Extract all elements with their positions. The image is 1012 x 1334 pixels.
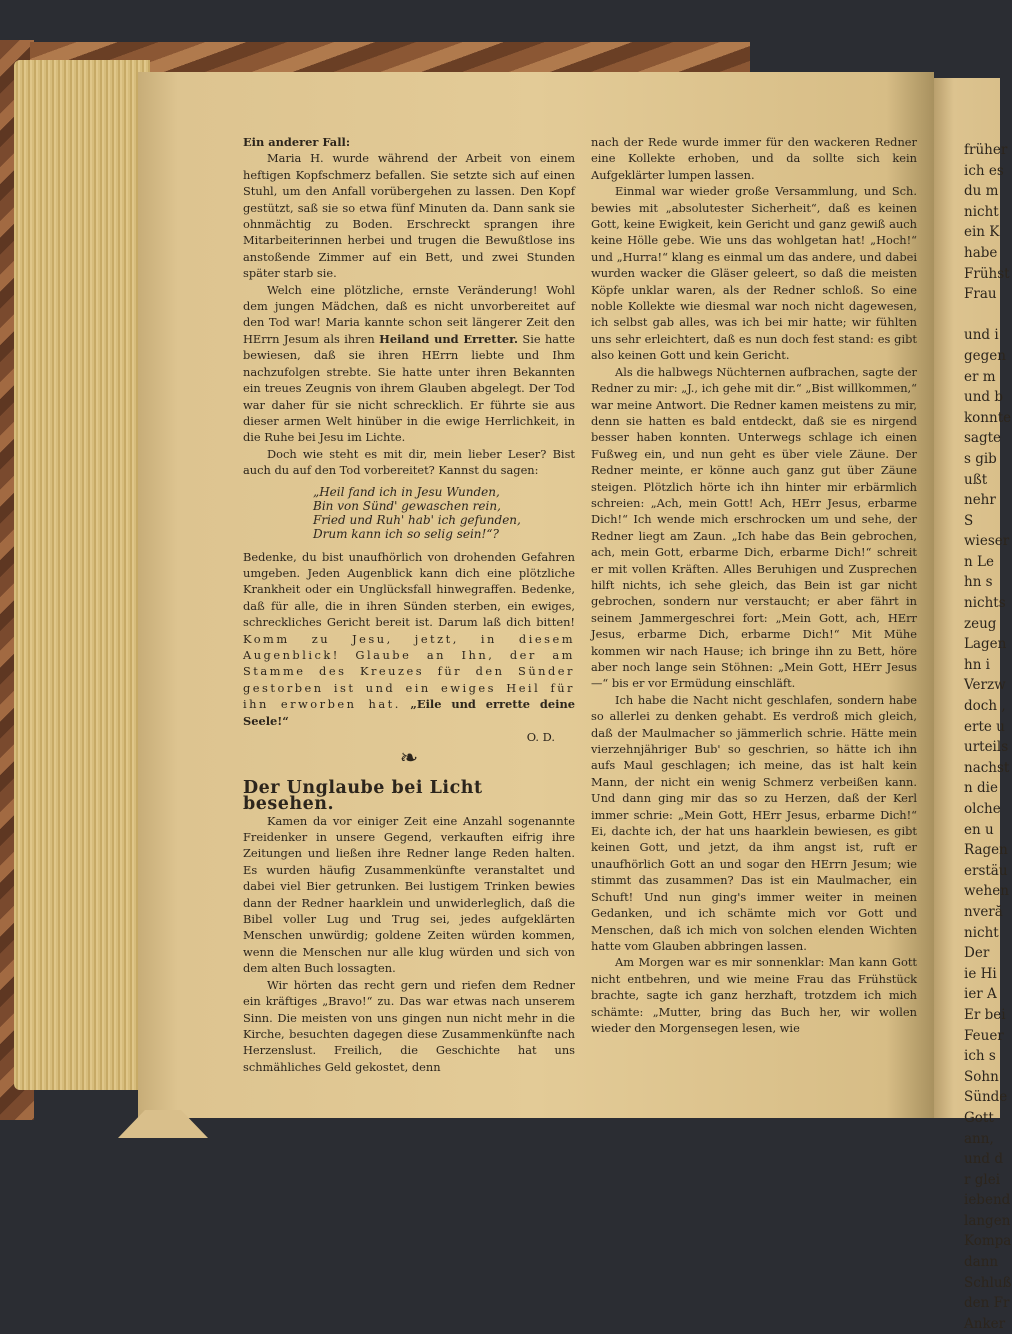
spaced-emphasis: Komm zu Jesu, jetzt, in diesem Augenblick! Glaube an Ihn, der am Stamme des Kreuzes für den Sünder gestorben ist und ein ewiges Heil für ihn erworben hat.	[243, 631, 575, 712]
verse-line: Bin von Sünd' gewaschen rein,	[313, 498, 501, 513]
facing-line: zeug	[964, 615, 997, 632]
paragraph: Maria H. wurde während der Arbeit von einem heftigen Kopfschmerz befallen. Sie setzte sich auf einen Stuhl, um den Anfall vorübergehen zu lassen. Den Kopf gestützt, saß sie so etwa fünf Minuten da. Dann sank sie ohnmächtig zu Boden. Erschreckt sprangen ihre Mitarbeiterinnen herbei und trugen die Bewußtlose ins anstoßende Zimmer auf ein Bett, und zwei Stunden später starb sie.	[243, 151, 575, 281]
text-run: Bedenke, du bist unaufhörlich von drohenden Gefahren umgeben. Jeden Augenblick kann dich eine plötzliche Krankheit oder ein Unglücksfall hinwegraffen. Bedenke, daß für alle, die in ihren Sünden sterben, ein ewiges, schreckliches Gericht bereit ist. Darum laß dich bitten!	[243, 549, 575, 630]
facing-line: doch ,	[964, 698, 1006, 715]
facing-line: ie Hi	[964, 965, 997, 982]
facing-line: Sohn	[964, 1068, 999, 1085]
paragraph: Wir hörten das recht gern und riefen dem Redner ein kräftiges „Bravo!“ zu. Das war etwas nach unserem Sinn. Die meisten von uns gingen nun nicht mehr in die Kirche, besuchten dagegen diese Zusammenkünfte nach Herzenslust. Freilich, die Geschichte hat uns schmähliches Geld gekostet, denn	[243, 977, 575, 1074]
facing-line: Lagen	[964, 636, 1007, 653]
facing-line: nicht	[964, 924, 999, 941]
facing-line: ier A	[964, 986, 997, 1003]
facing-line: und b	[964, 389, 1003, 406]
paragraph: nach der Rede wurde immer für den wackeren Redner eine Kollekte erhoben, und da sollte sich kein Aufgeklärter lumpen lassen.	[591, 135, 917, 182]
verse-line: „Heil fand ich in Jesu Wunden,	[313, 484, 500, 499]
facing-line: hn i	[964, 656, 990, 673]
facing-line: ann,	[964, 1130, 994, 1147]
facing-line: Der	[964, 945, 990, 962]
section-heading: Ein anderer Fall:	[243, 135, 351, 149]
facing-line: langen	[964, 1212, 1011, 1229]
facing-line	[964, 305, 1012, 326]
facing-line: Sünde	[964, 1089, 1008, 1106]
facing-line: du m	[964, 183, 999, 200]
paragraph	[243, 549, 575, 729]
text-run: Sie hatte bewiesen, daß sie ihren HErrn liebte und Ihm nachzufolgen strebte. Sie hatte unter ihren Bekannten ein treues Zeugnis von ihrem Glauben abgelegt. Der Tod war daher für sie nicht schrecklich. Er führte sie aus dieser armen Welt hinüber in die ewige Herrlichkeit, in die Ruhe bei Jesu im Lichte.	[243, 331, 575, 445]
facing-line: nveră	[964, 903, 1003, 920]
facing-line: n die	[964, 780, 998, 797]
facing-line: en u	[964, 821, 994, 838]
signature: O. D.	[526, 730, 555, 744]
text-run: Welch eine plötzliche, ernste Veränderung! Wohl dem jungen Mädchen, daß es nicht unvorbereitet auf den Tod war! Maria kannte schon seit längerer Zeit den HErrn Jesum als ihren	[243, 282, 575, 346]
facing-line: Kompa	[964, 1233, 1012, 1250]
paragraph: Einmal war wieder große Versammlung, und Sch. bewies mit „absolutester Sicherheit“, daß es keinen Gott, keine Ewigkeit, kein Gericht und ganz gewiß auch keine Hölle gebe. Wie uns das wohlgetan hat! „Hoch!“ und „Hurra!“ klang es einmal um das andere, und dabei wurden wacker die Gläser geleert, so daß die meisten Köpfe unklar waren, als der Redner schloß. So eine noble Kollekte wie diesmal war noch nicht dagewesen, ich selbst gab alles, was ich bei mir hatte; wir fühlten uns sehr erleichtert, daß es nun doch fest stand: es gibt also keinen Gott und kein Gericht.	[591, 184, 917, 363]
facing-line: Gott	[964, 1109, 994, 1126]
facing-line: nichts	[964, 595, 1006, 612]
verse-line: Drum kann ich so selig sein!“?	[313, 526, 499, 541]
paragraph: Doch wie steht es mit dir, mein lieber Leser? Bist auch du auf den Tod vorbereitet? Kannst du sagen:	[243, 446, 575, 478]
facing-line: früher	[964, 142, 1008, 158]
facing-line: Er bei	[964, 1006, 1006, 1023]
facing-line: S	[964, 512, 974, 529]
paragraph: Ich habe die Nacht nicht geschlafen, sondern habe so allerlei zu denken gehabt. Es verdroß mich gleich, daß der Maulmacher so jämmerlich schrie. Hätte mein vierzehnjähriger Bub' so geschrien, so hätte ich ihn aufs Maul geschlagen; ich meine, das ist halt kein Mann, der nicht ein wenig Schmerz verbeißen kann. Und dann ging mir das so zu Herzen, daß der Kerl immer schrie: „Mein Gott, HErr Jesus, erbarme Dich!“ Ei, dachte ich, der hat uns haarklein bewiesen, es gibt keinen Gott, und jetzt, da ihm angst ist, ruft er unaufhörlich Gott an und sogar den HErrn Jesum; wie stimmt das zusammen? Das ist ein Maulmacher, ein Schuft! Und nun ging's immer weiter in meinen Gedanken, und ich schämte mich vor Gott und Menschen, daß ich mich von solchen elenden Wichten hatte vom Glauben abbringen lassen.	[591, 692, 917, 953]
emphasis-text: Heiland und Erretter.	[379, 331, 518, 346]
facing-line: er m	[964, 368, 996, 385]
facing-line: den Fr	[964, 1295, 1010, 1312]
facing-line: konnte	[964, 409, 1012, 426]
verse-line: Fried und Ruh' hab' ich gefunden,	[313, 512, 521, 527]
facing-line: nehr	[964, 492, 996, 509]
facing-line: wehen	[964, 883, 1009, 900]
left-column	[243, 134, 575, 1075]
facing-line: s gib	[964, 450, 997, 467]
right-column	[591, 134, 917, 1036]
facing-line: dann	[964, 1254, 999, 1271]
facing-line: Anker	[964, 1315, 1006, 1332]
facing-line: n Le	[964, 553, 994, 570]
facing-line: erstäu	[964, 862, 1008, 879]
page-edges	[14, 60, 150, 1090]
facing-line: und i	[964, 327, 999, 344]
facing-line: ein K	[964, 224, 1000, 241]
facing-line: ußt	[964, 471, 988, 488]
paragraph: Am Morgen war es mir sonnenklar: Man kann Gott nicht entbehren, und wie meine Frau das Frühstück brachte, sagte ich ganz herzhaft, trotzdem ich mich schämte: „Mutter, bring das Buch her, wir wollen wieder den Morgensegen lesen, wie	[591, 955, 917, 1035]
facing-line: olche	[964, 801, 1001, 817]
paragraph: Kamen da vor einiger Zeit eine Anzahl sogenannte Freidenker in unsere Gegend, verkauften eifrig ihre Zeitungen und ließen ihre Redner lange Reden halten. Es wurden häufig Zusammenkünfte veranstaltet und dabei viel Bier getrunken. Bei lustigem Trinken bewies dann der Redner haarklein und unwiderleglich, daß die Bibel voller Lug und Trug sei, jedes aufgeklärten Menschen unwürdig; goldene Zeiten würden kommen, wenn die Menschen nur alle klug würden und sich von dem alten Buch lossagten.	[243, 813, 575, 976]
facing-line: Schluß	[964, 1274, 1012, 1291]
facing-line: erte u	[964, 718, 1005, 735]
facing-line: Verzw	[964, 677, 1006, 694]
facing-page-text	[964, 140, 1012, 1334]
facing-line: Frau	[964, 286, 997, 303]
facing-line: urteils	[964, 739, 1009, 756]
facing-line: nicht	[964, 203, 999, 220]
facing-line: Frühst	[964, 265, 1010, 282]
facing-line: Ragen	[964, 842, 1008, 859]
facing-line: r glei	[964, 1171, 1001, 1188]
hymn-verse	[313, 485, 575, 541]
facing-line: sagte	[964, 430, 1002, 447]
facing-line: ich s	[964, 1048, 996, 1065]
facing-line: habe	[964, 244, 998, 261]
paragraph	[243, 282, 575, 446]
facing-line: gegen	[964, 347, 1006, 364]
paragraph: Als die halbwegs Nüchternen aufbrachen, sagte der Redner zu mir: „J., ich gehe mit dir.“ „Bist willkommen,“ war meine Antwort. Die Redner kamen meistens zu mir, denn sie hatten es bald entdeckt, daß sie es nirgend besser haben konnten. Unterwegs schlage ich einen Fußweg ein, und nun geht es über viele Zäune. Der Redner meinte, er könne auch ganz gut über Zäune steigen. Plötzlich hörte ich ihn hinter mir erbärmlich schreien: „Ach, mein Gott! Ach, HErr Jesus, erbarme Dich!“ Ich wende mich erschrocken um und sehe, der Redner liegt am Zaun. „Ich habe das Bein gebrochen, ach, mein Gott, erbarme Dich, erbarme Dich!“ schreit er mit vollen Kräften. Alles Beruhigen und Zusprechen hilft nichts, ich sehe gleich, das Bein ist gar nicht gebrochen, sondern nur verstaucht; er aber fährt in seinem Jammergeschrei fort: „Mein Gott, ach, HErr Jesus, erbarme Dich, erbarme Dich!“ Mit Mühe kommen wir nach Hause; ich bringe ihn zu Bett, höre aber noch lange sein Stöhnen: „Mein Gott, HErr Jesus —“ bis er vor Ermüdung einschläft.	[591, 364, 917, 691]
facing-line: iebend	[964, 1192, 1011, 1209]
fleuron-ornament: ❧	[399, 746, 419, 772]
facing-line: ich es	[964, 162, 1004, 179]
facing-line: wieser	[964, 533, 1010, 550]
facing-line: hn s	[964, 574, 993, 591]
emphasis-text: „Eile und errette deine Seele!“	[243, 697, 575, 728]
article-title: Der Unglaube bei Licht besehen.	[243, 777, 483, 815]
facing-line: und d	[964, 1151, 1003, 1168]
facing-line: Feuer	[964, 1027, 1004, 1044]
facing-line: nachst	[964, 759, 1010, 776]
